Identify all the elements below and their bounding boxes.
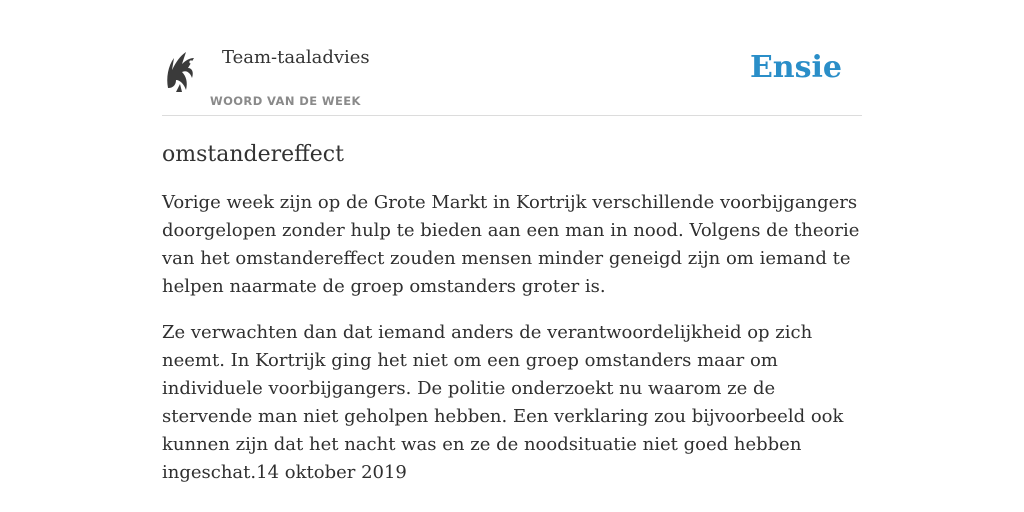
team-name[interactable]: Team-taaladvies <box>222 47 370 68</box>
card-header <box>162 40 862 116</box>
word-title: omstandereffect <box>162 142 344 167</box>
publish-date: 14 oktober 2019 <box>256 462 407 483</box>
brand-logo[interactable]: Ensie <box>749 50 842 85</box>
paragraph-1: Vorige week zijn op de Grote Markt in Kortrijk verschillende voorbijgangers doorgelopen zonder hulp te bieden aan een man in nood. Volgens de theorie van het omstandereffect zouden mensen minder geneigd zijn om iemand te helpen naarmate de groep omstanders groter is. <box>162 192 860 297</box>
section-label: WOORD VAN DE WEEK <box>210 94 361 108</box>
word-card <box>162 40 862 487</box>
paragraph-2 <box>162 319 862 487</box>
flemish-lion-icon <box>162 48 198 96</box>
paragraph-2-text: Ze verwachten dan dat iemand anders de verantwoordelijkheid op zich neemt. In Kortrijk ging het niet om een groep omstanders maar om individuele voorbijgangers. De politie onderzoekt nu waarom ze de stervende man niet geholpen hebben. Een verklaring zou bijvoorbeeld ook kunnen zijn dat het nacht was en ze de noodsituatie niet goed hebben ingeschat. <box>162 322 844 483</box>
